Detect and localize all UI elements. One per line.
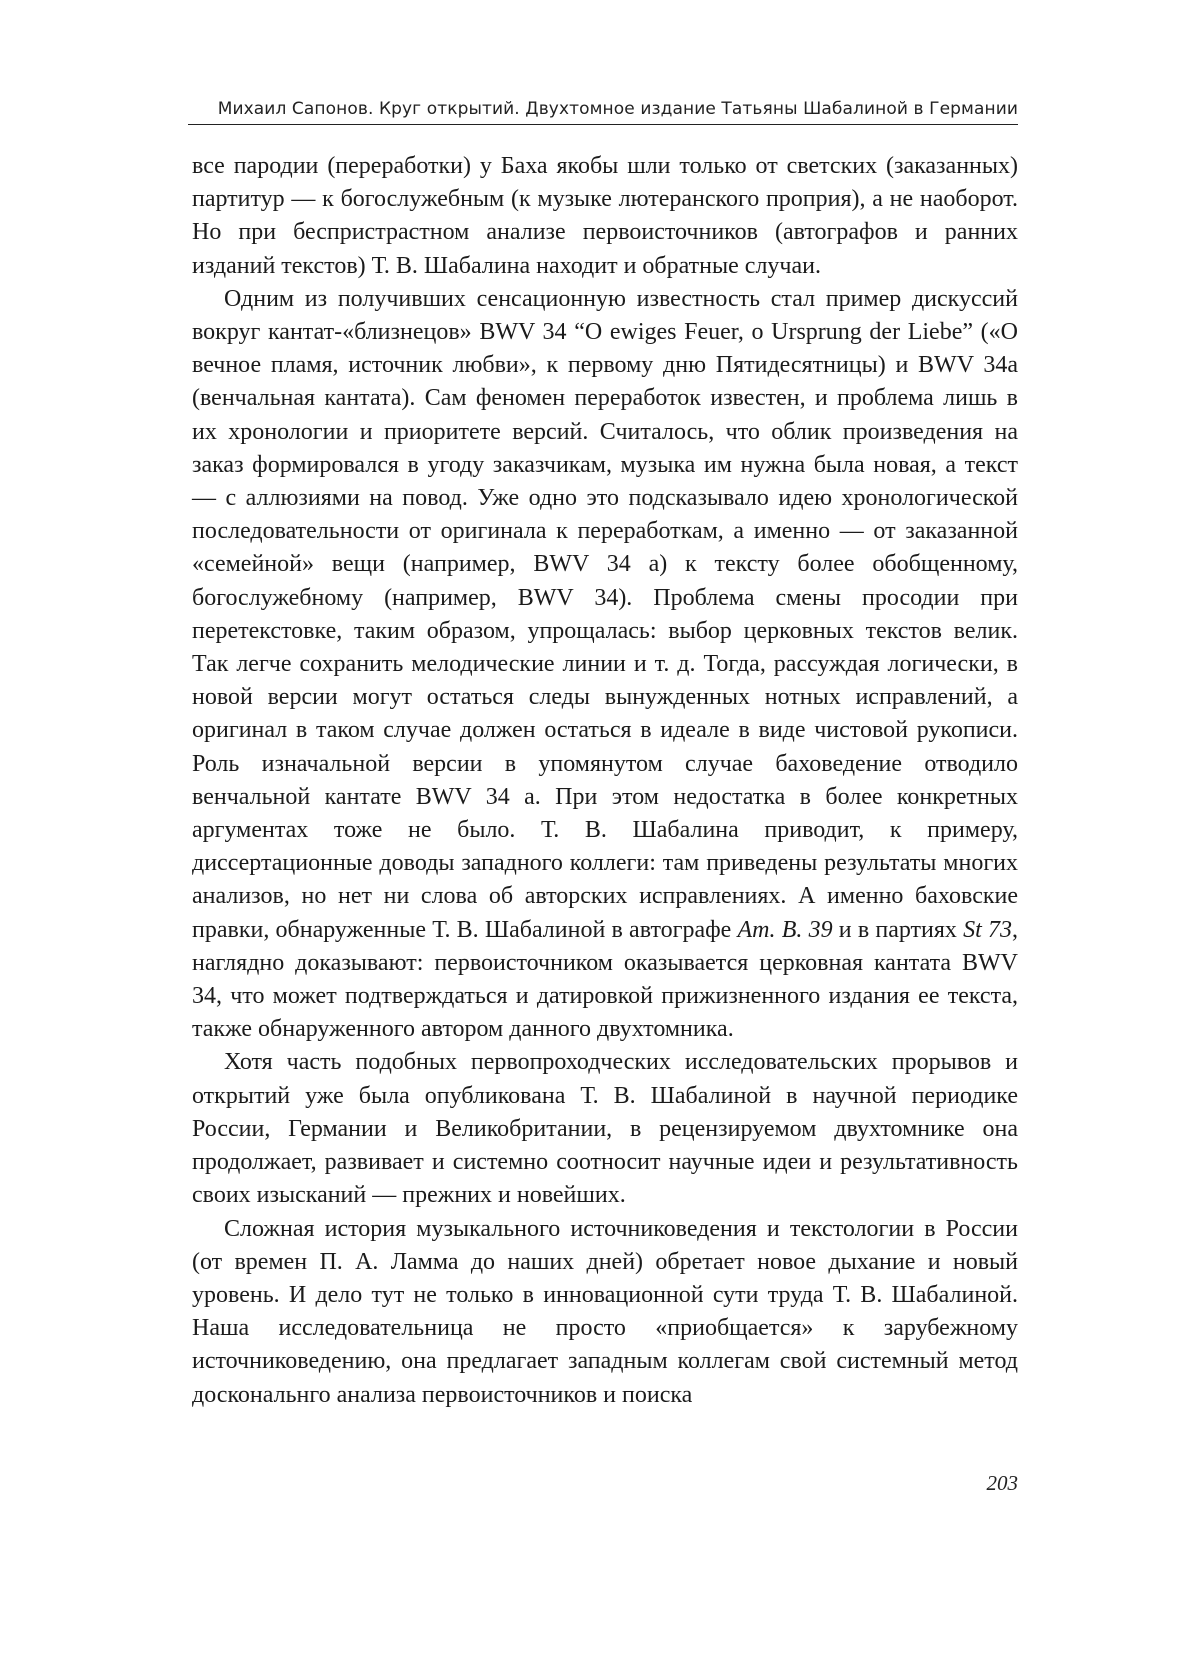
paragraph xyxy=(192,1213,1018,1412)
paragraph xyxy=(192,1046,1018,1212)
text-run: Сложная история музыкального источниковедения и текстологии в России (от времен П. А. Ламма до наших дней) обретает новое дыхание и новый уровень. И дело тут не только в инновационной сути труда Т. В. Шабалиной. Наша исследовательница не просто «приобщается» к зарубежному источниковедению, она предлагает западным коллегам свой системный метод доскональнго анализа первоисточников и поиска xyxy=(192,1216,1018,1408)
text-run: Хотя часть подобных первопроходческих исследовательских прорывов и открытий уже была опубликована Т. В. Шабалиной в научной периодике России, Германии и Великобритании, в рецензируемом двухтомнике она продолжает, развивает и системно соотносит научные идеи и результативность своих изысканий — прежних и новейших. xyxy=(192,1049,1018,1208)
page-number: 203 xyxy=(987,1470,1019,1496)
running-head: Михаил Сапонов. Круг открытий. Двухтомное издание Татьяны Шабалиной в Германии xyxy=(188,96,1018,122)
text-run: Одним из получивших сенсационную известность стал пример дискуссий вокруг кантат-«близнецов» BWV 34 “O ewiges Feuer, o Ursprung der Liebe” («О вечное пламя, источник любви», к первому дню Пятидесятницы) и BWV 34a (венчальная кантата). Сам феномен переработок известен, и проблема лишь в их хронологии и приоритете версий. Считалось, что облик произведения на заказ формировался в угоду заказчикам, музыка им нужна была новая, а текст — с аллюзиями на повод. Уже одно это подсказывало идею хронологической последовательности от оригинала к переработкам, а именно — от заказанной «семейной» вещи (например, BWV 34 a) к тексту более обобщенному, богослужебному (например, BWV 34). Проблема смены просодии при перетекстовке, таким образом, упрощалась: выбор церковных текстов велик. Так легче сохранить мелодические линии и т. д. Тогда, рассуждая логически, в новой версии могут остаться следы вынужденных нотных исправлений, а оригинал в таком случае должен остаться в идеале в виде чистовой рукописи. Роль изначальной версии в упомянутом случае баховедение отводило венчальной кантате BWV 34 a. При этом недостатка в более конкретных аргументах тоже не было. Т. В. Шабалина приводит, к примеру, диссертационные доводы западного коллеги: там приведены результаты многих анализов, но нет ни слова об авторских исправлениях. А именно баховские правки, обнаруженные Т. В. Шабалиной в автографе xyxy=(192,286,1018,943)
paragraph xyxy=(192,283,1018,1047)
text-run: , наглядно доказывают: первоисточником оказывается церковная кантата BWV 34, что может подтверждаться и датировкой прижизненного издания ее текста, также обнаруженного автором данного двухтомника. xyxy=(192,917,1018,1043)
header-rule xyxy=(188,124,1018,125)
manuscript-reference: Am. B. 39 xyxy=(738,917,833,943)
parts-reference: St 73 xyxy=(963,917,1012,943)
body-text xyxy=(192,150,1018,1412)
paragraph xyxy=(192,150,1018,283)
text-run: все пародии (переработки) у Баха якобы шли только от светских (заказанных) партитур — к богослужебным (к музыке лютеранского проприя), а не наоборот. Но при беспристрастном анализе первоисточников (автографов и ранних изданий текстов) Т. В. Шабалина находит и обратные случаи. xyxy=(192,153,1018,279)
book-page xyxy=(0,0,1200,1674)
text-run: и в партиях xyxy=(833,917,964,943)
